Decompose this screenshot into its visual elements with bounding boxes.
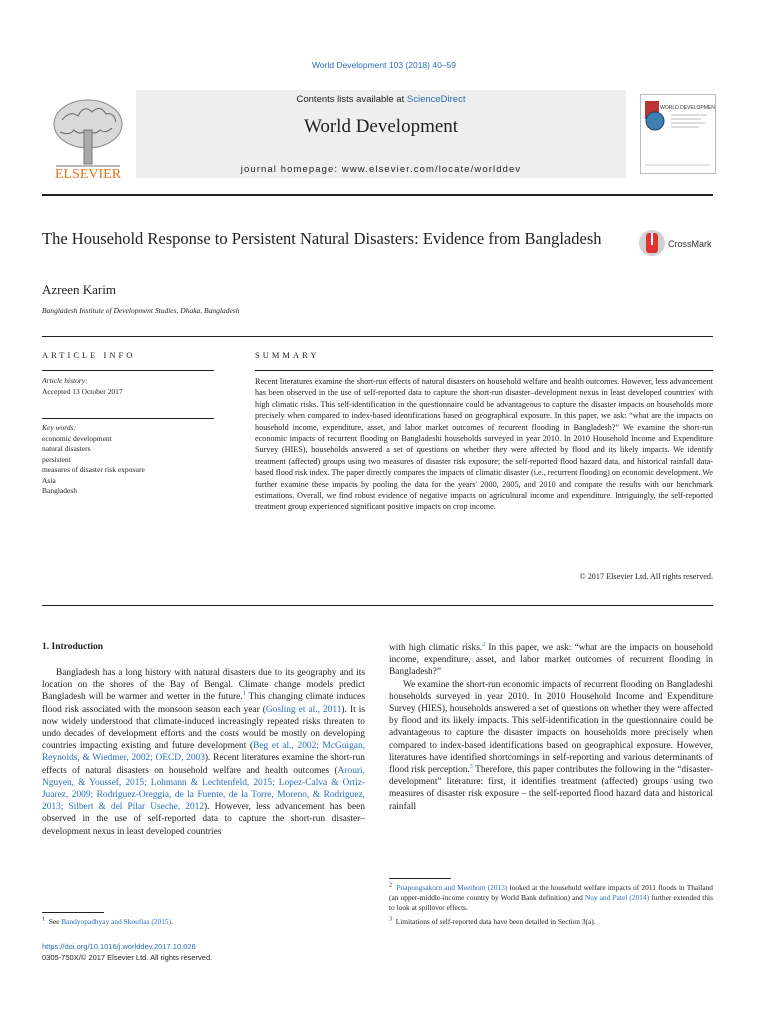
footnote-citation-link[interactable]: Bandyopadhyay and Skoufias (2015) [61, 917, 172, 926]
journal-title[interactable]: World Development [303, 116, 459, 137]
doi-link[interactable]: https://doi.org/10.1016/j.worlddev.2017.10.026 [42, 942, 196, 951]
journal-cover-thumbnail[interactable] [640, 94, 716, 174]
citation-link[interactable]: Beg et al., 2002; McGuigan, Reynolds, & Wiedmer, 2002; OECD, 2003 [42, 741, 365, 764]
journal-homepage[interactable]: journal homepage: www.elsevier.com/locate/worlddev [240, 164, 522, 175]
author-affiliation: Bangladesh Institute of Development Studies, Dhaka, Bangladesh [42, 306, 240, 315]
footnote-ref-1[interactable]: 1 [242, 691, 246, 698]
summary-rule [255, 370, 713, 371]
citation-link[interactable]: Gosling et al., 2011 [265, 704, 342, 715]
publisher-wordmark: ELSEVIER [54, 167, 122, 182]
section-heading-introduction: 1. Introduction [42, 642, 104, 652]
keywords-block [42, 423, 214, 497]
journal-banner [42, 90, 626, 184]
summary-text: Recent literatures examine the short-run effects of natural disasters on household welfare and health outcomes. However, less advancement has been observed in the use of self-reported data to capture the short-run disaster–development nexus in least developed countries' with high climatic risks. This self-identification in the questionnaire could be advantageous to capture the disaster impacts on households more precisely when compared to index-based identifications based on geographical exposure. In this paper, we ask: “what are the impacts on household income, expenditure, asset, and labor market outcomes of recurrent flooding in Bangladesh?” We examine the short-run economic impacts of recurrent flooding on Bangladeshi households surveyed in year 2010. In 2010 Household Income and Expenditure Survey (HIES), households answered a set of questions on whether they were affected by flood and its likely impacts. We identify treatment (affected) groups using two measures of disaster risk exposure; the self-reported flood hazard data, and historical rainfall data-based flood risk index. The paper directly compares the impacts of climatic disaster (i.e., recurrent flooding) on economic development. We further examine these impacts by pooling the data for the years' 2000, 2005, and 2010 and compare the results with our benchmark estimations. Overall, we find robust evidence of negative impacts on agricultural income and expenditure. Intriguingly, the self-reported treatment group experienced significant positive impacts on crop income. [255, 377, 713, 512]
keyword-item: measures of disaster risk exposure [42, 465, 145, 474]
intro-paragraph: We examine the short-run economic impacts of recurrent flooding on Bangladeshi households surveyed in year 2010. In 2010 Household Income and Expenditure Survey (HIES), households answered a set of questions on whether they were affected by flood and its likely impacts. This self-identification in the questionnaire could be advantageous to capture the disaster impacts on households more precisely when compared to index-based identifications based on geographical exposure. However, literatures have identified shortcomings in self-reporting and various determinants of flood risk perception.$^3$ Therefore, this paper contributes the following in the “disaster-development” literature: first, it identifies treatment (affected) groups using two measures of disaster risk exposure – the self-reported flood hazard data and historical rainfall [389, 679, 713, 812]
summary-copyright: © 2017 Elsevier Ltd. All rights reserved. [579, 572, 713, 581]
footnote-ref-3[interactable]: 3 [469, 763, 473, 770]
footnote-2: $^2$ Poapongsakorn and Meethom (2013) looked at the household welfare impacts of 2011 floods in Thailand (an upper-middle-income country by World Bank definition) and Noy and Patel (2014) further extended this to look at spillover effects. [389, 882, 713, 912]
keywords-rule [42, 418, 214, 419]
body-column-left [42, 667, 365, 838]
crossmark-icon [639, 230, 665, 256]
contents-line [136, 94, 626, 105]
crossmark-label: CrossMark [668, 239, 712, 249]
intro-paragraph: Bangladesh has a long history with natural disasters due to its geography and its location on the shores of the Bay of Bengal. Climate change models predict Bangladesh will be warmer and wetter in the future.$^1$ This changing climate induces flood risk associated with the monsoon season each year (Gosling et al., 2011). It is now widely understood that climate-induced increasingly repeated risks threaten to undo decades of development efforts and the costs would be mostly on developing countries impacting existing and future development (Beg et al., 2002; McGuigan, Reynolds, & Wiedmer, 2002; OECD, 2003). Recent literatures examine the short-run effects of natural disasters on household welfare and health outcomes (Arouri, Nguyen, & Youssef, 2015; Lohmann & Lechtenfeld, 2015; Lopez-Calva & Ortiz-Juarez, 2009; Rodriguez-Oreggia, de la Fuente, de la Torre, Moreno, & Rodriguez, 2013; Silbert & del Pilar Useche, 2012). However, less advancement has been observed in the use of self-reported data to capture the short-run disaster–development nexus in least developed countries [42, 668, 366, 837]
author-name[interactable]: Azreen Karim [42, 282, 116, 297]
keyword-item: Asia [42, 475, 56, 485]
keyword-item: natural disasters [42, 444, 91, 453]
section-rule [42, 336, 713, 337]
article-history [42, 376, 214, 397]
history-label: Article history: [42, 376, 88, 385]
footnote-rule [42, 912, 104, 913]
footnote-1: $^1$ See Bandyopadhyay and Skoufias (2015). [42, 916, 173, 926]
keyword-item: persistent [42, 454, 71, 464]
issn-copyright: 0305-750X/© 2017 Elsevier Ltd. All rights reserved. [42, 952, 213, 962]
doi-block [42, 942, 212, 963]
sciencedirect-link[interactable]: ScienceDirect [406, 94, 466, 105]
body-rule [42, 605, 713, 606]
journal-citation[interactable]: World Development 103 (2018) 40–59 [312, 60, 456, 70]
elsevier-tree-icon [54, 100, 122, 166]
keyword-item: Bangladesh [42, 486, 77, 495]
banner-box [136, 90, 626, 178]
footnote-citation-link[interactable]: Poapongsakorn and Meethom (2013) [396, 883, 508, 892]
article-title: The Household Response to Persistent Natural Disasters: Evidence from Bangladesh [42, 229, 602, 248]
header-rule [42, 194, 713, 196]
contents-prefix: Contents lists available at [296, 94, 407, 105]
footnote-ref-2[interactable]: 2 [482, 641, 486, 648]
crossmark-button[interactable] [638, 228, 716, 258]
cover-title: WORLD DEVELOPMENT [660, 105, 715, 111]
globe-icon [646, 112, 664, 130]
accepted-date: Accepted 13 October 2017 [42, 386, 123, 396]
keywords-label: Key words: [42, 423, 77, 432]
footnote-3: $^3$ Limitations of self-reported data have been detailed in Section 3(a). [389, 916, 596, 926]
elsevier-logo[interactable] [42, 90, 134, 184]
keyword-item: economic development [42, 433, 112, 443]
citation-link[interactable]: Arouri, Nguyen, & Youssef, 2015; Lohmann & Lechtenfeld, 2015; Lopez-Calva & Ortiz-Juarez, 2009; Rodriguez-Oreggia, de la Fuente, de la Torre, Moreno, & Rodriguez, 2013; Silbert & del Pilar Useche, 2012 [42, 765, 365, 813]
intro-paragraph-continued: with high climatic risks.$^2$ In this paper, we ask: “what are the impacts on household income, expenditure, asset, and labor market outcomes of recurrent flooding in Bangladesh?” [389, 641, 713, 678]
summary-heading: SUMMARY [255, 350, 320, 360]
article-info-heading: ARTICLE INFO [42, 350, 136, 360]
footnote-rule [389, 878, 451, 879]
article-info-rule [42, 370, 214, 371]
body-column-right [389, 642, 713, 813]
footnote-citation-link[interactable]: Noy and Patel (2014) [584, 893, 650, 902]
